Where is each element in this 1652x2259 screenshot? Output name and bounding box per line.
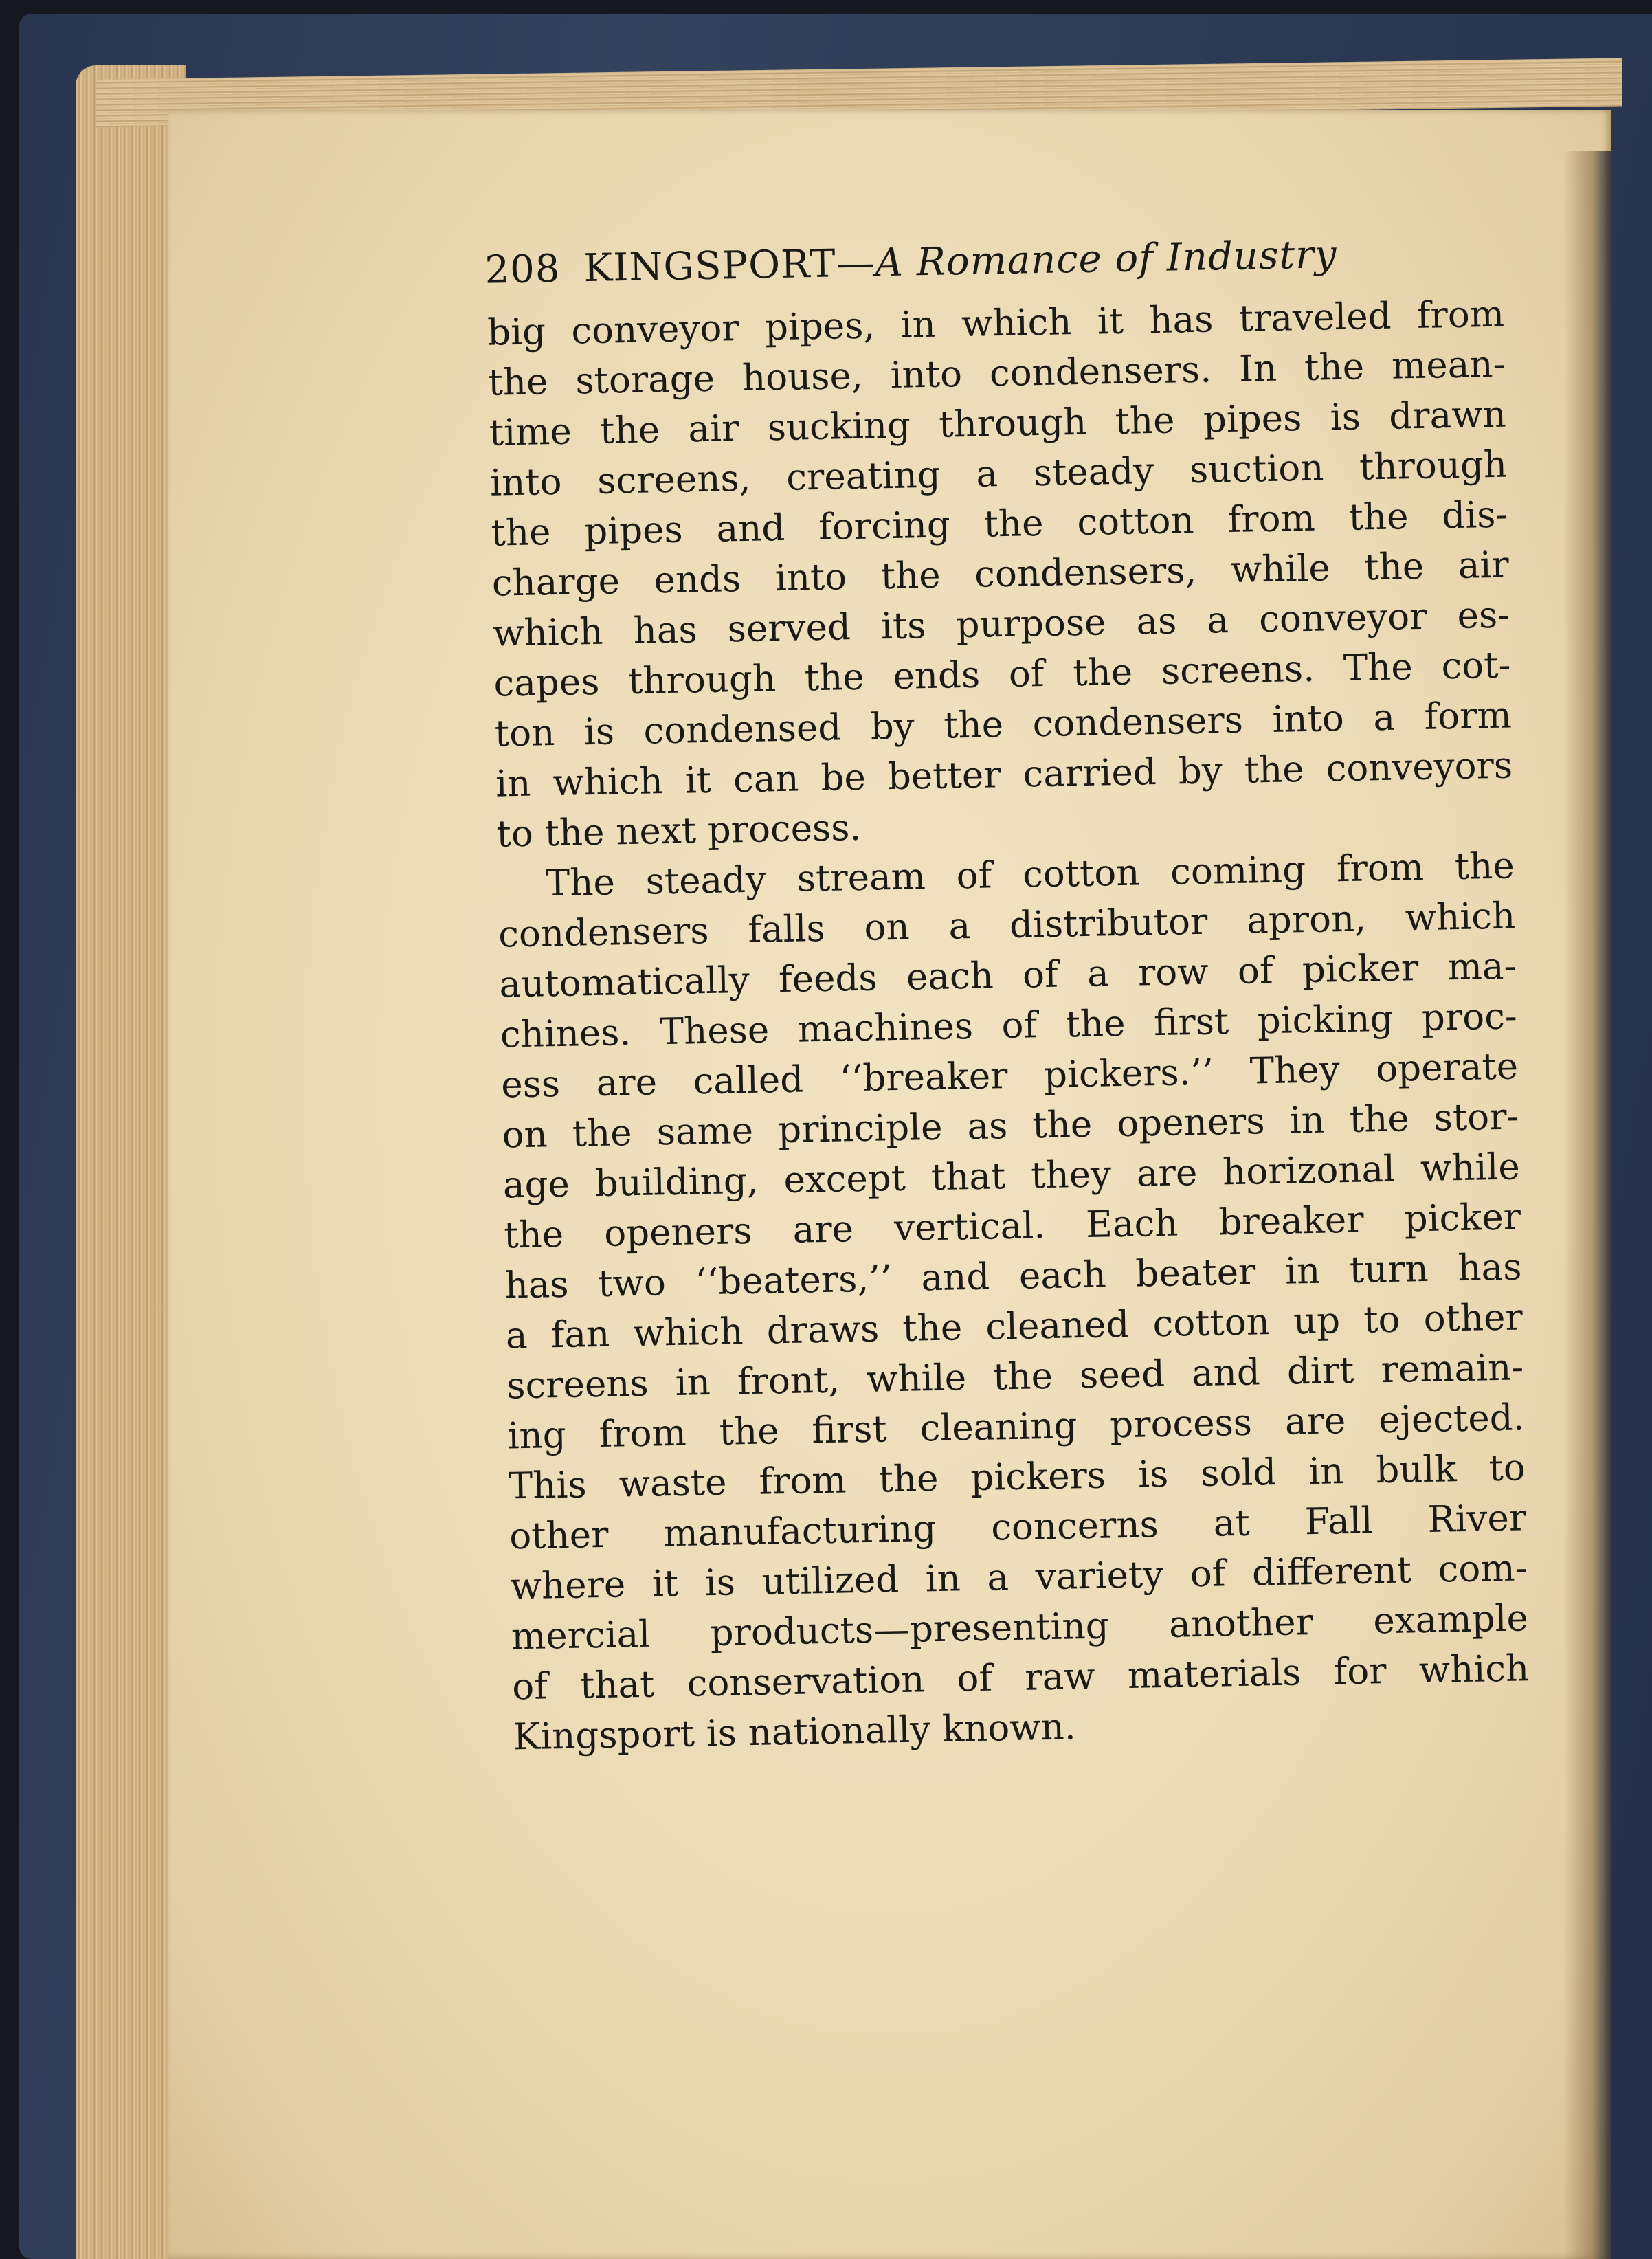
- text-line: age building, except that they are horizonal while: [502, 1146, 1521, 1207]
- page-text-block: [326, 229, 1536, 1765]
- text-line: condensers falls on a distributor apron, which: [498, 895, 1516, 956]
- text-line: a fan which draws the cleaned cotton up to other: [505, 1296, 1523, 1357]
- page-number: 208: [484, 246, 561, 293]
- body-text: [487, 289, 1531, 1763]
- page-gutter-shadow: [1563, 151, 1611, 2259]
- text-line: the openers are vertical. Each breaker picker: [503, 1196, 1521, 1257]
- text-line: in which it can be better carried by the conveyors: [495, 744, 1513, 805]
- text-line: the pipes and forcing the cotton from the dis-: [491, 493, 1508, 555]
- text-line: The steady stream of cotton coming from the: [545, 845, 1515, 905]
- text-line: into screens, creating a steady suction through: [489, 443, 1508, 504]
- text-line: ing from the first cleaning process are ejected.: [507, 1396, 1525, 1458]
- text-line: capes through the ends of the screens. The cot-: [493, 644, 1511, 705]
- text-line: ess are called ‘‘breaker pickers.’’ They operate: [500, 1045, 1519, 1106]
- text-line: of that conservation of raw materials for which: [511, 1647, 1530, 1709]
- text-line: other manufacturing concerns at Fall River: [509, 1497, 1527, 1558]
- text-line: Kingsport is nationally known.: [513, 1706, 1077, 1759]
- text-line: chines. These machines of the first picking proc-: [500, 995, 1518, 1056]
- paragraph-2: [497, 841, 1530, 1762]
- text-line: the storage house, into condensers. In the mean-: [488, 343, 1506, 404]
- book-title: KINGSPORT—: [583, 241, 876, 291]
- text-line: ton is condensed by the condensers into a form: [494, 694, 1513, 755]
- text-line: on the same principle as the openers in the stor-: [502, 1095, 1519, 1157]
- text-line: time the air sucking through the pipes is drawn: [489, 393, 1507, 454]
- paragraph-1: [487, 289, 1514, 860]
- text-line: screens in front, while the seed and dirt remain-: [506, 1346, 1524, 1407]
- text-line: big conveyor pipes, in which it has traveled from: [487, 293, 1505, 354]
- text-line: has two ‘‘beaters,’’ and each beater in turn has: [504, 1246, 1522, 1307]
- book-subtitle: A Romance of Industry: [874, 232, 1338, 286]
- text-line: This waste from the pickers is sold in bulk to: [508, 1447, 1526, 1508]
- text-line: to the next process.: [496, 806, 862, 856]
- text-line: mercial products—presenting another example: [511, 1597, 1529, 1658]
- text-line: automatically feeds each of a row of picker ma-: [499, 945, 1517, 1006]
- text-line: which has served its purpose as a conveyor es-: [492, 594, 1510, 655]
- text-line: charge ends into the condensers, while the air: [491, 544, 1510, 605]
- text-line: where it is utilized in a variety of different com-: [510, 1547, 1528, 1608]
